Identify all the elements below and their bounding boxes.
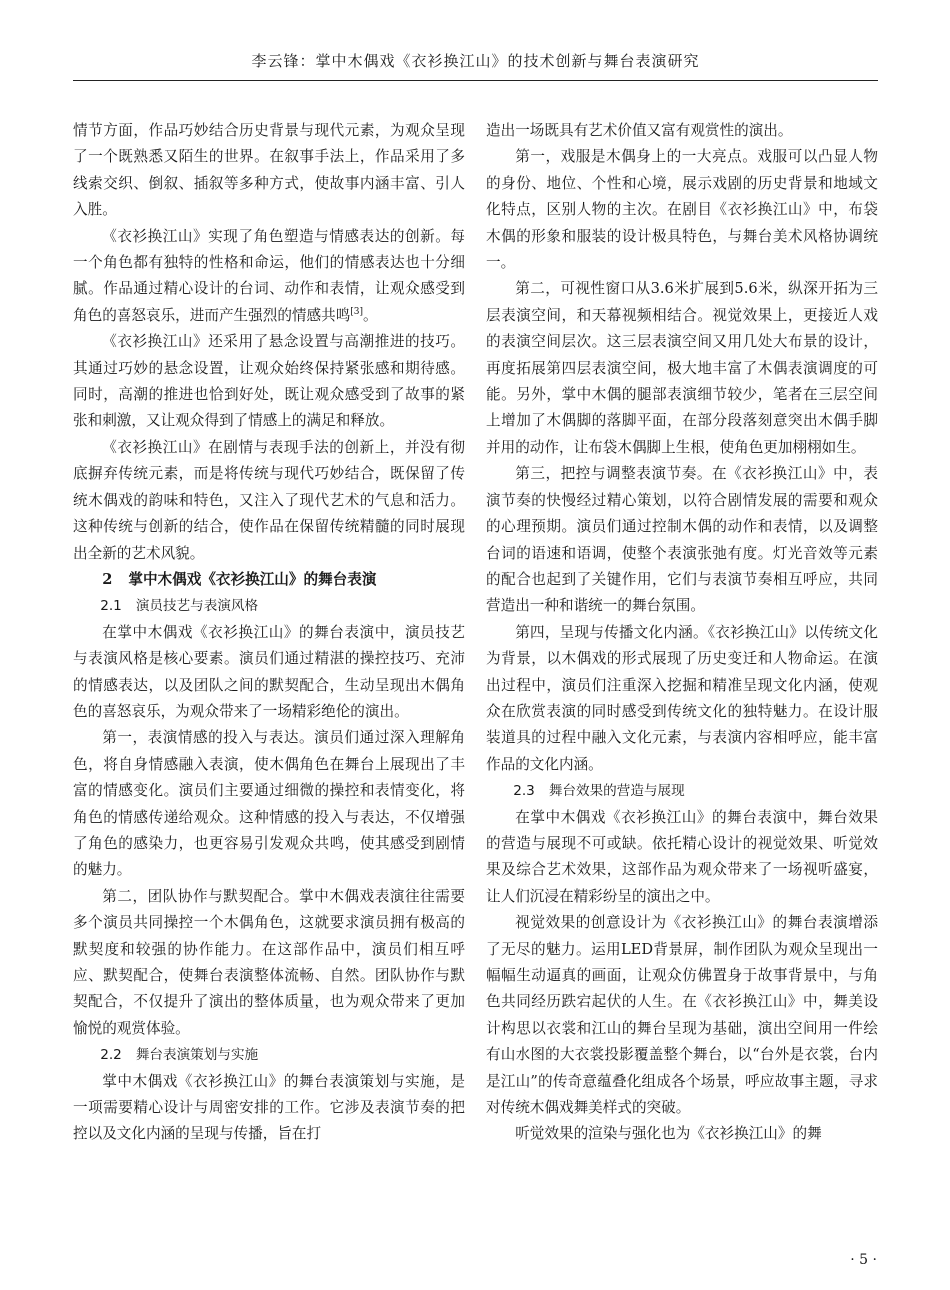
header-rule (73, 80, 878, 81)
paragraph (73, 224, 465, 330)
section-heading (73, 567, 465, 593)
paragraph: 在掌中木偶戏《衣衫换江山》的舞台表演中，演员技艺与表演风格是核心要素。演员们通过精湛的操控技巧、充沛的情感表达，以及团队之间的默契配合，生动呈现出木偶角色的喜怒哀乐，为观众带来了一场精彩绝伦的演出。 (73, 623, 465, 720)
paragraph: 视觉效果的创意设计为《衣衫换江山》的舞台表演增添了无尽的魅力。运用LED背景屏，制作团队为观众呈现出一幅幅生动逼真的画面，让观众仿佛置身于故事背景中，与角色共同经历跌宕起伏的人生。在《衣衫换江山》中，舞美设计构思以衣裳和江山的舞台呈现为基础，演出空间用一件绘有山水图的大衣裳投影覆盖整个舞台，以“台外是衣裳，台内是江山”的传奇意蕴叠化组成各个场景，呼应故事主题，寻求对传统木偶戏舞美样式的突破。 (486, 914, 878, 1117)
paragraph: 《衣衫换江山》还采用了悬念设置与高潮推进的技巧。其通过巧妙的悬念设置，让观众始终保持紧张感和期待感。同时，高潮的推进也恰到好处，既让观众感受到了故事的紧张和刺激，又让观众得到了情感上的满足和释放。 (73, 333, 465, 430)
paragraph: 听觉效果的渲染与强化也为《衣衫换江山》的舞 (515, 1125, 822, 1143)
running-header: 李云锋：掌中木偶戏《衣衫换江山》的技术创新与舞台表演研究 (251, 52, 700, 70)
section-number: 2 (102, 570, 113, 588)
subsection-title: 演员技艺与表演风格 (135, 598, 259, 615)
subsection-heading (73, 1042, 465, 1068)
paragraph: 第四，呈现与传播文化内涵。《衣衫换江山》以传统文化为背景，以木偶戏的形式展现了历史变迁和人物命运。在演出过程中，演员们注重深入挖掘和精准呈现文化内涵，使观众在欣赏表演的同时感受到传统文化的独特魅力。在设计服装道具的过程中融入文化元素，与表演内容相呼应，能丰富作品的文化内涵。 (486, 623, 878, 773)
subsection-number: 2.2 (100, 1047, 122, 1064)
paragraph: 造出一场既具有艺术价值又富有观赏性的演出。 (486, 122, 793, 139)
paragraph: 《衣衫换江山》在剧情与表现手法的创新上，并没有彻底摒弃传统元素，而是将传统与现代巧妙结合，既保留了传统木偶戏的韵味和特色，又注入了现代艺术的气息和活力。这种传统与创新的结合，使作品在保留传统精髓的同时展现出全新的艺术风貌。 (73, 438, 465, 562)
citation-ref[interactable]: [3] (350, 306, 364, 317)
paragraph: 第二，团队协作与默契配合。掌中木偶戏表演往往需要多个演员共同操控一个木偶角色，这就要求演员拥有极高的默契度和较强的协作能力。在这部作品中，演员们相互呼应、默契配合，使舞台表演整体流畅、自然。团队协作与默契配合，不仅提升了演出的整体质量，也为观众带来了更加愉悦的观赏体验。 (73, 887, 465, 1037)
paragraph: 在掌中木偶戏《衣衫换江山》的舞台表演中，舞台效果的营造与展现不可或缺。依托精心设计的视觉效果、听觉效果及综合艺术效果，这部作品为观众带来了一场视听盛宴，让人们沉浸在精彩纷呈的演出之中。 (486, 808, 878, 905)
subsection-title: 舞台表演策划与实施 (135, 1047, 259, 1064)
left-column (73, 118, 465, 1148)
paragraph-text-end: 。 (363, 306, 378, 324)
paragraph: 掌中木偶戏《衣衫换江山》的舞台表演策划与实施，是一项需要精心设计与周密安排的工作。它涉及表演节奏的把控以及文化内涵的呈现与传播，旨在打 (73, 1072, 465, 1143)
subsection-heading (73, 593, 465, 619)
right-column (486, 118, 878, 1148)
subsection-heading (486, 778, 878, 804)
paragraph: 第一，戏服是木偶身上的一大亮点。戏服可以凸显人物的身份、地位、个性和心境，展示戏剧的历史背景和地域文化特点，区别人物的主次。在剧目《衣衫换江山》中，布袋木偶的形象和服装的设计极具特色，与舞台美术风格协调统一。 (486, 148, 878, 272)
page-number: · 5 · (850, 1252, 877, 1268)
paragraph: 第三，把控与调整表演节奏。在《衣衫换江山》中，表演节奏的快慢经过精心策划，以符合剧情发展的需要和观众的心理预期。演员们通过控制木偶的动作和表情，以及调整台词的语速和语调，使整个表演张弛有度。灯光音效等元素的配合也起到了关键作用，它们与表演节奏相互呼应，共同营造出一种和谐统一的舞台氛围。 (486, 465, 878, 615)
paragraph: 第一，表演情感的投入与表达。演员们通过深入理解角色，将自身情感融入表演，使木偶角色在舞台上展现出了丰富的情感变化。演员们主要通过细微的操控和表情变化，将角色的情感传递给观众。这种情感的投入与表达，不仅增强了角色的感染力，也更容易引发观众共鸣，使其感受到剧情的魅力。 (73, 729, 465, 879)
section-title: 掌中木偶戏《衣衫换江山》的舞台表演 (128, 570, 377, 588)
paragraph: 情节方面，作品巧妙结合历史背景与现代元素，为观众呈现了一个既熟悉又陌生的世界。在叙事手法上，作品采用了多线索交织、倒叙、插叙等多种方式，使故事内涵丰富、引人入胜。 (73, 122, 465, 219)
subsection-number: 2.3 (513, 783, 535, 800)
subsection-title: 舞台效果的营造与展现 (548, 783, 685, 800)
paragraph: 第二，可视性窗口从3.6米扩展到5.6米，纵深开拓为三层表演空间，和天幕视频相结合。视觉效果上，更接近人戏的表演空间层次。这三层表演空间又用几处大布景的设计，再度拓展第四层表演空间，极大地丰富了木偶表演调度的可能。另外，掌中木偶的腿部表演细节较少，笔者在三层空间上增加了木偶脚的落脚平面，在部分段落刻意突出木偶手脚并用的动作，让布袋木偶脚上生根，使角色更加栩栩如生。 (486, 280, 878, 456)
subsection-number: 2.1 (100, 598, 122, 615)
paragraph-text: 《衣衫换江山》实现了角色塑造与情感表达的创新。每一个角色都有独特的性格和命运，他们的情感表达也十分细腻。作品通过精心设计的台词、动作和表情，让观众感受到角色的喜怒哀乐，进而产生强烈的情感共鸣 (73, 227, 465, 324)
